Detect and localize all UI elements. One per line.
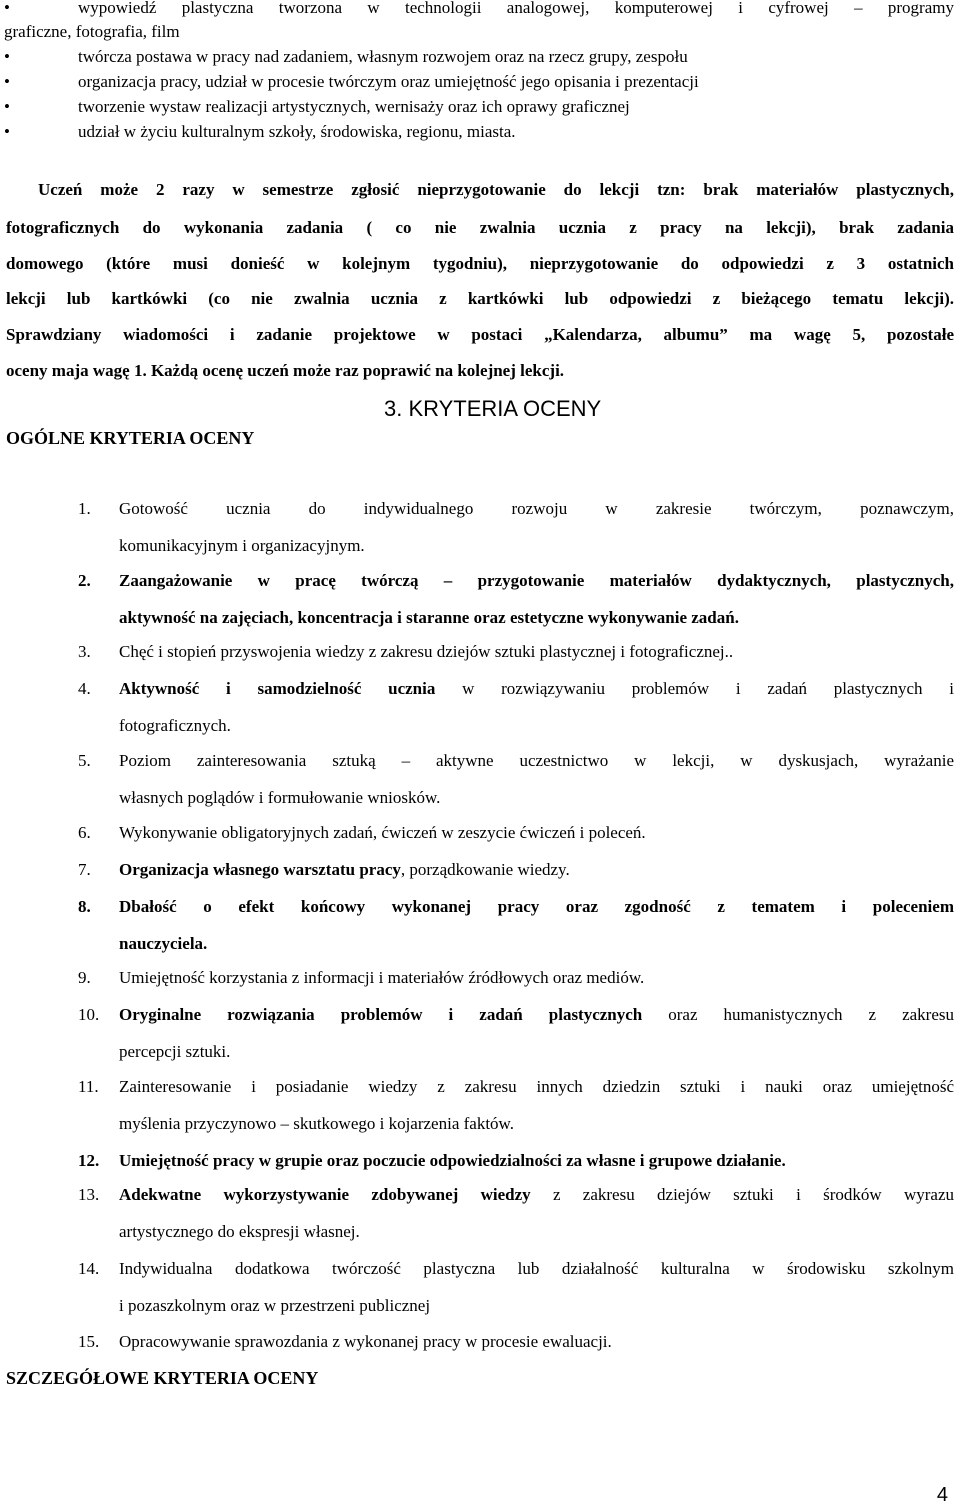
criteria-item [119, 966, 954, 990]
criteria-item-cont: i pozaszkolnym oraz w przestrzeni publicznej [119, 1296, 431, 1315]
criteria-item [119, 821, 954, 845]
bullet-item-1: wypowiedź plastyczna tworzona w technologii analogowej, komputerowej i cyfrowej – programy [78, 0, 954, 17]
bullet-glyph: • [4, 97, 10, 116]
criteria-item-text: oraz humanistycznych z zakresu [642, 1005, 954, 1024]
criteria-item [119, 640, 954, 664]
criteria-item-text: Poziom zainteresowania sztuką – aktywne uczestnictwo w lekcji, w dyskusjach, wyrażanie [119, 751, 954, 770]
criteria-number: 11. [78, 1077, 99, 1096]
criteria-item-cont: fotograficznych. [119, 716, 231, 735]
criteria-number: 4. [78, 679, 91, 698]
criteria-number: 7. [78, 860, 91, 879]
paragraph-line: Uczeń może 2 razy w semestrze zgłosić nieprzygotowanie do lekcji tzn: brak materiałów plastycznych, [38, 180, 954, 199]
paragraph-line: lekcji lub kartkówki (co nie zwalnia ucznia z kartkówki lub odpowiedzi z bieżącego tematu lekcji). [6, 289, 954, 308]
general-criteria-heading: OGÓLNE KRYTERIA OCENY [6, 428, 255, 448]
criteria-item [119, 749, 954, 773]
bullet-glyph: • [4, 122, 10, 141]
criteria-item [119, 677, 954, 701]
criteria-item-bold: Umiejętność pracy w grupie oraz poczucie odpowiedzialności za własne i grupowe działanie. [119, 1151, 786, 1170]
criteria-item [119, 858, 954, 882]
criteria-item [119, 497, 954, 521]
criteria-number: 1. [78, 499, 91, 518]
criteria-item-bold: Adekwatne wykorzystywanie zdobywanej wiedzy [119, 1185, 531, 1204]
criteria-item [119, 895, 954, 919]
criteria-number: 15. [78, 1332, 100, 1351]
criteria-item-text: , porządkowanie wiedzy. [400, 860, 570, 879]
bullet-item-5: udział w życiu kulturalnym szkoły, środowiska, regionu, miasta. [78, 122, 516, 141]
criteria-item-cont: artystycznego do ekspresji własnej. [119, 1222, 360, 1241]
criteria-item-bold: Oryginalne rozwiązania problemów i zadań plastycznych [119, 1005, 643, 1024]
bullet-item-1-cont: graficzne, fotografia, film [4, 22, 180, 41]
paragraph-line: fotograficznych do wykonania zadania ( co nie zwalnia ucznia z pracy na lekcji), brak zadania [6, 218, 954, 237]
criteria-item-text: z zakresu dziejów sztuki i środków wyrazu [530, 1185, 954, 1204]
criteria-number: 8. [78, 897, 91, 916]
page-number: 4 [936, 1484, 948, 1506]
criteria-item-text: Chęć i stopień przyswojenia wiedzy z zakresu dziejów sztuki plastycznej i fotograficznej.. [119, 642, 734, 661]
criteria-item-text: Opracowywanie sprawozdania z wykonanej pracy w procesie ewaluacji. [119, 1332, 612, 1351]
criteria-item-cont: nauczyciela. [119, 934, 208, 953]
criteria-item-text: Wykonywanie obligatoryjnych zadań, ćwiczeń w zeszycie ćwiczeń i poleceń. [119, 823, 646, 842]
detailed-criteria-heading: SZCZEGÓŁOWE KRYTERIA OCENY [6, 1368, 319, 1388]
bullet-glyph: • [4, 47, 10, 66]
criteria-item [119, 569, 954, 593]
bullet-glyph: • [4, 72, 10, 91]
criteria-item-cont: myślenia przyczynowo – skutkowego i kojarzenia faktów. [119, 1114, 514, 1133]
criteria-number: 9. [78, 968, 91, 987]
criteria-item [119, 1075, 954, 1099]
criteria-item-cont: własnych poglądów i formułowanie wniosków. [119, 788, 441, 807]
criteria-item-cont: percepcji sztuki. [119, 1042, 231, 1061]
paragraph-line: domowego (które musi donieść w kolejnym tygodniu), nieprzygotowanie do odpowiedzi z 3 ostatnich [6, 254, 954, 273]
criteria-item [119, 1257, 954, 1281]
criteria-number: 12. [78, 1151, 100, 1170]
criteria-item [119, 1149, 954, 1173]
criteria-number: 5. [78, 751, 91, 770]
criteria-item-bold: Aktywność i samodzielność ucznia [119, 679, 436, 698]
criteria-item [119, 1183, 954, 1207]
bullet-item-3: organizacja pracy, udział w procesie twórczym oraz umiejętność jego opisania i prezentacji [78, 72, 699, 91]
criteria-item-bold: Zaangażowanie w pracę twórczą – przygotowanie materiałów dydaktycznych, plastycznych, [119, 571, 954, 590]
bullet-item-2: twórcza postawa w pracy nad zadaniem, własnym rozwojem oraz na rzecz grupy, zespołu [78, 47, 688, 66]
criteria-number: 2. [78, 571, 91, 590]
paragraph-line: Sprawdziany wiadomości i zadanie projektowe w postaci „Kalendarza, albumu” ma wagę 5, pozostałe [6, 325, 954, 344]
paragraph-line: oceny maja wagę 1. Każdą ocenę uczeń może raz poprawić na kolejnej lekcji. [6, 361, 565, 380]
section-title: 3. KRYTERIA OCENY [384, 396, 602, 421]
criteria-item-text: Gotowość ucznia do indywidualnego rozwoju w zakresie twórczym, poznawczym, [119, 499, 954, 518]
criteria-item-text: w rozwiązywaniu problemów i zadań plastycznych i [435, 679, 954, 698]
bullet-glyph: • [4, 0, 10, 17]
criteria-number: 14. [78, 1259, 100, 1278]
criteria-item-text: Umiejętność korzystania z informacji i materiałów źródłowych oraz mediów. [119, 968, 645, 987]
criteria-number: 6. [78, 823, 91, 842]
criteria-item-text: Zainteresowanie i posiadanie wiedzy z zakresu innych dziedzin sztuki i nauki oraz umiejętność [119, 1077, 954, 1096]
criteria-item-cont: aktywność na zajęciach, koncentracja i staranne oraz estetyczne wykonywanie zadań. [119, 608, 739, 627]
criteria-item [119, 1330, 954, 1354]
criteria-number: 10. [78, 1005, 100, 1024]
bullet-item-4: tworzenie wystaw realizacji artystycznych, wernisaży oraz ich oprawy graficznej [78, 97, 630, 116]
criteria-number: 13. [78, 1185, 100, 1204]
criteria-item [119, 1003, 954, 1027]
criteria-item-cont: komunikacyjnym i organizacyjnym. [119, 536, 365, 555]
criteria-item-bold: Dbałość o efekt końcowy wykonanej pracy oraz zgodność z tematem i poleceniem [119, 897, 954, 916]
criteria-number: 3. [78, 642, 91, 661]
criteria-item-bold: Organizacja własnego warsztatu pracy [119, 860, 401, 879]
criteria-item-text: Indywidualna dodatkowa twórczość plastyczna lub działalność kulturalna w środowisku szkolnym [119, 1259, 954, 1278]
